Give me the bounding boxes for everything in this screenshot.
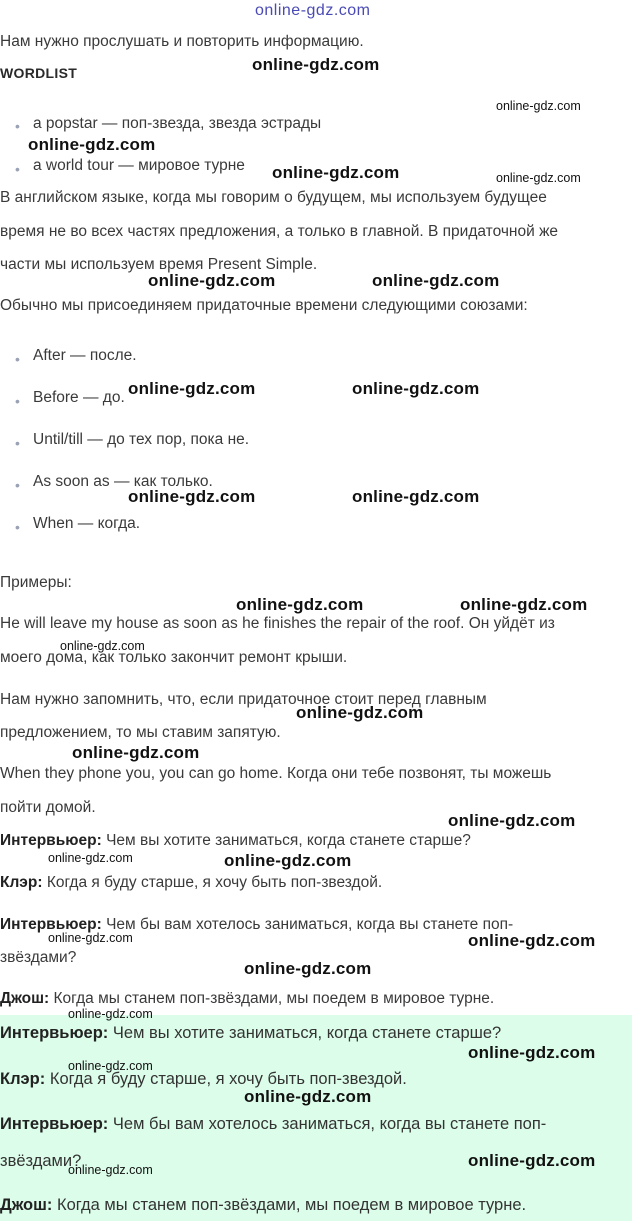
conjunction-item: When — когда. (33, 515, 141, 532)
watermark: online-gdz.com (68, 1059, 153, 1073)
wordlist-heading: WORDLIST (0, 65, 78, 81)
rule-line: Нам нужно запомнить, что, если придаточное стоит перед главным (0, 691, 487, 708)
bullet-icon: • (15, 519, 20, 535)
dialogue-line-highlighted-cont: звёздами? (0, 1152, 82, 1170)
speaker-name: Клэр (0, 874, 38, 891)
speaker-name: Интервьюер (0, 832, 97, 849)
watermark: online-gdz.com (496, 99, 581, 113)
bullet-icon: • (15, 161, 20, 177)
watermark: online-gdz.com (352, 487, 480, 506)
conjunction-item: After — после. (33, 347, 137, 364)
speaker-name: Интервьюер (0, 1115, 103, 1133)
watermark: online-gdz.com (28, 135, 156, 154)
conjunction-item: As soon as — как только. (33, 473, 213, 490)
bullet-icon: • (15, 118, 20, 134)
bullet-icon: • (15, 351, 20, 367)
example-line: He will leave my house as soon as he finishes the repair of the roof. Он уйдёт из (0, 615, 555, 632)
dialogue-line: Интервьюер: Чем вы хотите заниматься, когда станете старше? (0, 832, 471, 849)
watermark: online-gdz.com (148, 271, 276, 290)
conjunction-item: Until/till — до тех пор, пока не. (33, 431, 250, 448)
speaker-name: Джош (0, 1196, 47, 1214)
grammar-line: части мы используем время Present Simple. (0, 256, 318, 273)
bullet-icon: • (15, 435, 20, 451)
watermark: online-gdz.com (60, 639, 145, 653)
dialogue-line-highlighted: Клэр: Когда я буду старше, я хочу быть поп-звездой. (0, 1070, 407, 1088)
watermark: online-gdz.com (128, 487, 256, 506)
examples-title: Примеры: (0, 574, 72, 591)
watermark: online-gdz.com (72, 743, 200, 762)
wordlist-item: a world tour — мировое турне (33, 157, 245, 174)
conjunctions-intro: Обычно мы присоединяем придаточные времени следующими союзами: (0, 297, 528, 314)
watermark: online-gdz.com (68, 1163, 153, 1177)
watermark: online-gdz.com (448, 811, 576, 830)
example-line: моего дома, как только закончит ремонт крыши. (0, 649, 348, 666)
watermark: online-gdz.com (460, 595, 588, 614)
watermark: online-gdz.com (48, 931, 133, 945)
speaker-name: Клэр (0, 1070, 40, 1088)
example-line: пойти домой. (0, 799, 96, 816)
dialogue-line: Клэр: Когда я буду старше, я хочу быть поп-звездой. (0, 874, 383, 891)
grammar-line: В английском языке, когда мы говорим о будущем, мы используем будущее (0, 189, 547, 206)
bullet-icon: • (15, 477, 20, 493)
watermark: online-gdz.com (128, 379, 256, 398)
watermark: online-gdz.com (224, 851, 352, 870)
conjunction-item: Before — до. (33, 389, 125, 406)
rule-line: предложением, то мы ставим запятую. (0, 724, 281, 741)
dialogue-line: Интервьюер: Чем бы вам хотелось заниматься, когда вы станете поп- (0, 916, 514, 933)
speaker-name: Интервьюер (0, 916, 97, 933)
bullet-icon: • (15, 393, 20, 409)
example-line: When they phone you, you can go home. Когда они тебе позвонят, ты можешь (0, 765, 552, 782)
watermark: online-gdz.com (244, 1087, 372, 1106)
watermark: online-gdz.com (468, 1043, 596, 1062)
watermark: online-gdz.com (352, 379, 480, 398)
watermark: online-gdz.com (255, 2, 371, 19)
dialogue-line: Джош: Когда мы станем поп-звёздами, мы поедем в мировое турне. (0, 990, 495, 1007)
dialogue-line-cont: звёздами? (0, 949, 77, 966)
watermark: online-gdz.com (252, 55, 380, 74)
wordlist-item: a popstar — поп-звезда, звезда эстрады (33, 115, 322, 132)
watermark: online-gdz.com (272, 163, 400, 182)
watermark: online-gdz.com (68, 1007, 153, 1021)
intro-text: Нам нужно прослушать и повторить информацию. (0, 33, 364, 50)
speaker-name: Интервьюер (0, 1024, 103, 1042)
watermark: online-gdz.com (372, 271, 500, 290)
watermark: online-gdz.com (296, 703, 424, 722)
dialogue-line-highlighted: Интервьюер: Чем вы хотите заниматься, когда станете старше? (0, 1024, 502, 1042)
dialogue-line-highlighted: Интервьюер: Чем бы вам хотелось заниматься, когда вы станете поп- (0, 1115, 547, 1133)
watermark: online-gdz.com (236, 595, 364, 614)
watermark: online-gdz.com (468, 931, 596, 950)
watermark: online-gdz.com (468, 1151, 596, 1170)
dialogue-line-highlighted: Джош: Когда мы станем поп-звёздами, мы поедем в мировое турне. (0, 1196, 527, 1214)
watermark: online-gdz.com (48, 851, 133, 865)
watermark: online-gdz.com (244, 959, 372, 978)
grammar-line: время не во всех частях предложения, а только в главной. В придаточной же (0, 223, 559, 240)
speaker-name: Джош (0, 990, 45, 1007)
watermark: online-gdz.com (496, 171, 581, 185)
